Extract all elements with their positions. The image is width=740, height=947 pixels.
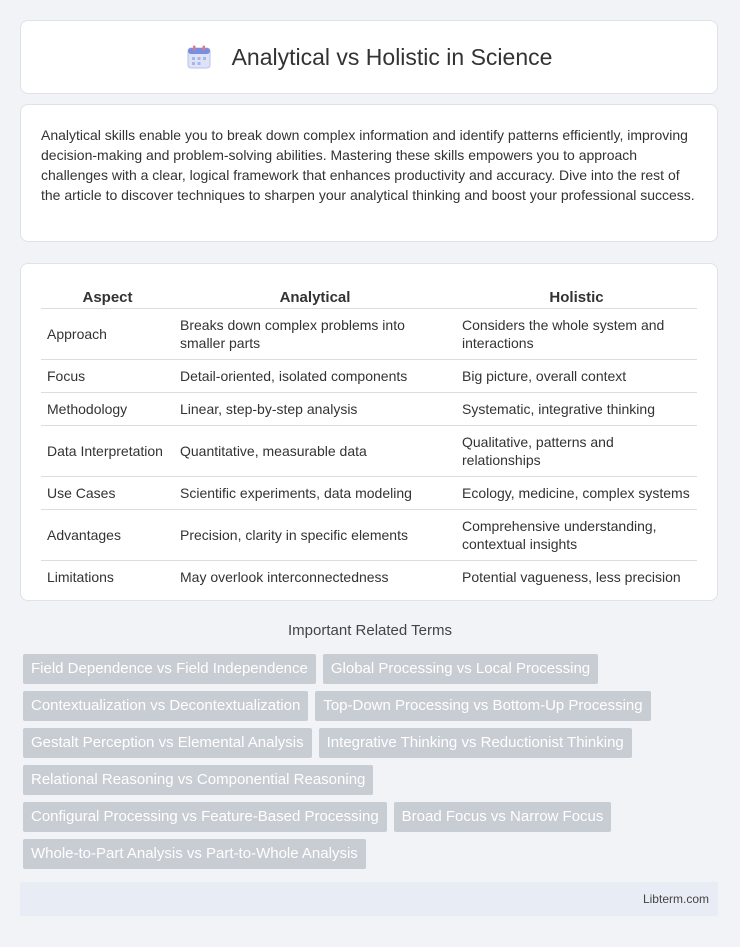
header-aspect: Aspect (41, 284, 174, 309)
row-holistic: Big picture, overall context (456, 360, 697, 393)
calendar-icon (186, 44, 212, 70)
comparison-table (41, 284, 697, 593)
table-row (41, 309, 697, 360)
row-analytical: May overlook interconnectedness (180, 569, 389, 585)
title-card (20, 20, 718, 94)
intro-card (20, 104, 718, 242)
table-row (41, 393, 697, 426)
table-row (41, 360, 697, 393)
table-row (41, 510, 697, 561)
page-title: Analytical vs Holistic in Science (231, 43, 553, 70)
row-analytical: Scientific experiments, data modeling (174, 477, 456, 510)
row-holistic: Considers the whole system and interactions (456, 309, 697, 360)
related-term-link[interactable]: Field Dependence vs Field Independence (23, 654, 316, 684)
related-term-link[interactable]: Configural Processing vs Feature-Based Processing (23, 802, 387, 832)
row-analytical: Breaks down complex problems into smaller parts (174, 309, 456, 360)
row-holistic: Potential vagueness, less precision (462, 569, 681, 585)
row-aspect: Advantages (41, 510, 174, 561)
related-term-link[interactable]: Top-Down Processing vs Bottom-Up Processing (315, 691, 650, 721)
row-analytical: Detail-oriented, isolated components (174, 360, 456, 393)
related-term-link[interactable]: Relational Reasoning vs Componential Reasoning (23, 765, 373, 795)
related-terms-list (23, 654, 723, 869)
footer (20, 882, 718, 916)
related-term-link[interactable]: Gestalt Perception vs Elemental Analysis (23, 728, 312, 758)
related-term-link[interactable]: Global Processing vs Local Processing (323, 654, 598, 684)
row-analytical: Linear, step-by-step analysis (174, 393, 456, 426)
header-holistic: Holistic (456, 284, 697, 309)
row-aspect: Limitations (47, 569, 114, 585)
intro-text: Analytical skills enable you to break down complex information and identify patterns efficiently, improving decision-making and problem-solving abilities. Mastering these skills empowers you to approach challenges with a clear, logical framework that enhances productivity and accuracy. Dive into the rest of the article to discover techniques to sharpen your analytical thinking and boost your professional success. (41, 127, 695, 203)
row-holistic: Qualitative, patterns and relationships (456, 426, 697, 477)
footer-site-link[interactable]: Libterm.com (642, 892, 709, 906)
related-term-link[interactable]: Contextualization vs Decontextualization (23, 691, 308, 721)
related-term-link[interactable]: Broad Focus vs Narrow Focus (394, 802, 612, 832)
row-analytical: Precision, clarity in specific elements (174, 510, 456, 561)
row-holistic: Ecology, medicine, complex systems (456, 477, 697, 510)
related-terms-title: Important Related Terms (288, 622, 452, 639)
row-aspect: Use Cases (41, 477, 174, 510)
header-analytical: Analytical (174, 284, 456, 309)
related-term-link[interactable]: Integrative Thinking vs Reductionist Thinking (319, 728, 632, 758)
row-aspect: Data Interpretation (41, 426, 174, 477)
table-row (41, 561, 697, 594)
row-aspect: Focus (41, 360, 174, 393)
row-holistic: Systematic, integrative thinking (456, 393, 697, 426)
row-aspect: Methodology (41, 393, 174, 426)
table-row (41, 426, 697, 477)
row-analytical: Quantitative, measurable data (174, 426, 456, 477)
table-row (41, 477, 697, 510)
row-holistic: Comprehensive understanding, contextual insights (456, 510, 697, 561)
comparison-card (20, 263, 718, 601)
related-term-link[interactable]: Whole-to-Part Analysis vs Part-to-Whole Analysis (23, 839, 366, 869)
row-aspect: Approach (41, 309, 174, 360)
table-header-row (41, 284, 697, 309)
